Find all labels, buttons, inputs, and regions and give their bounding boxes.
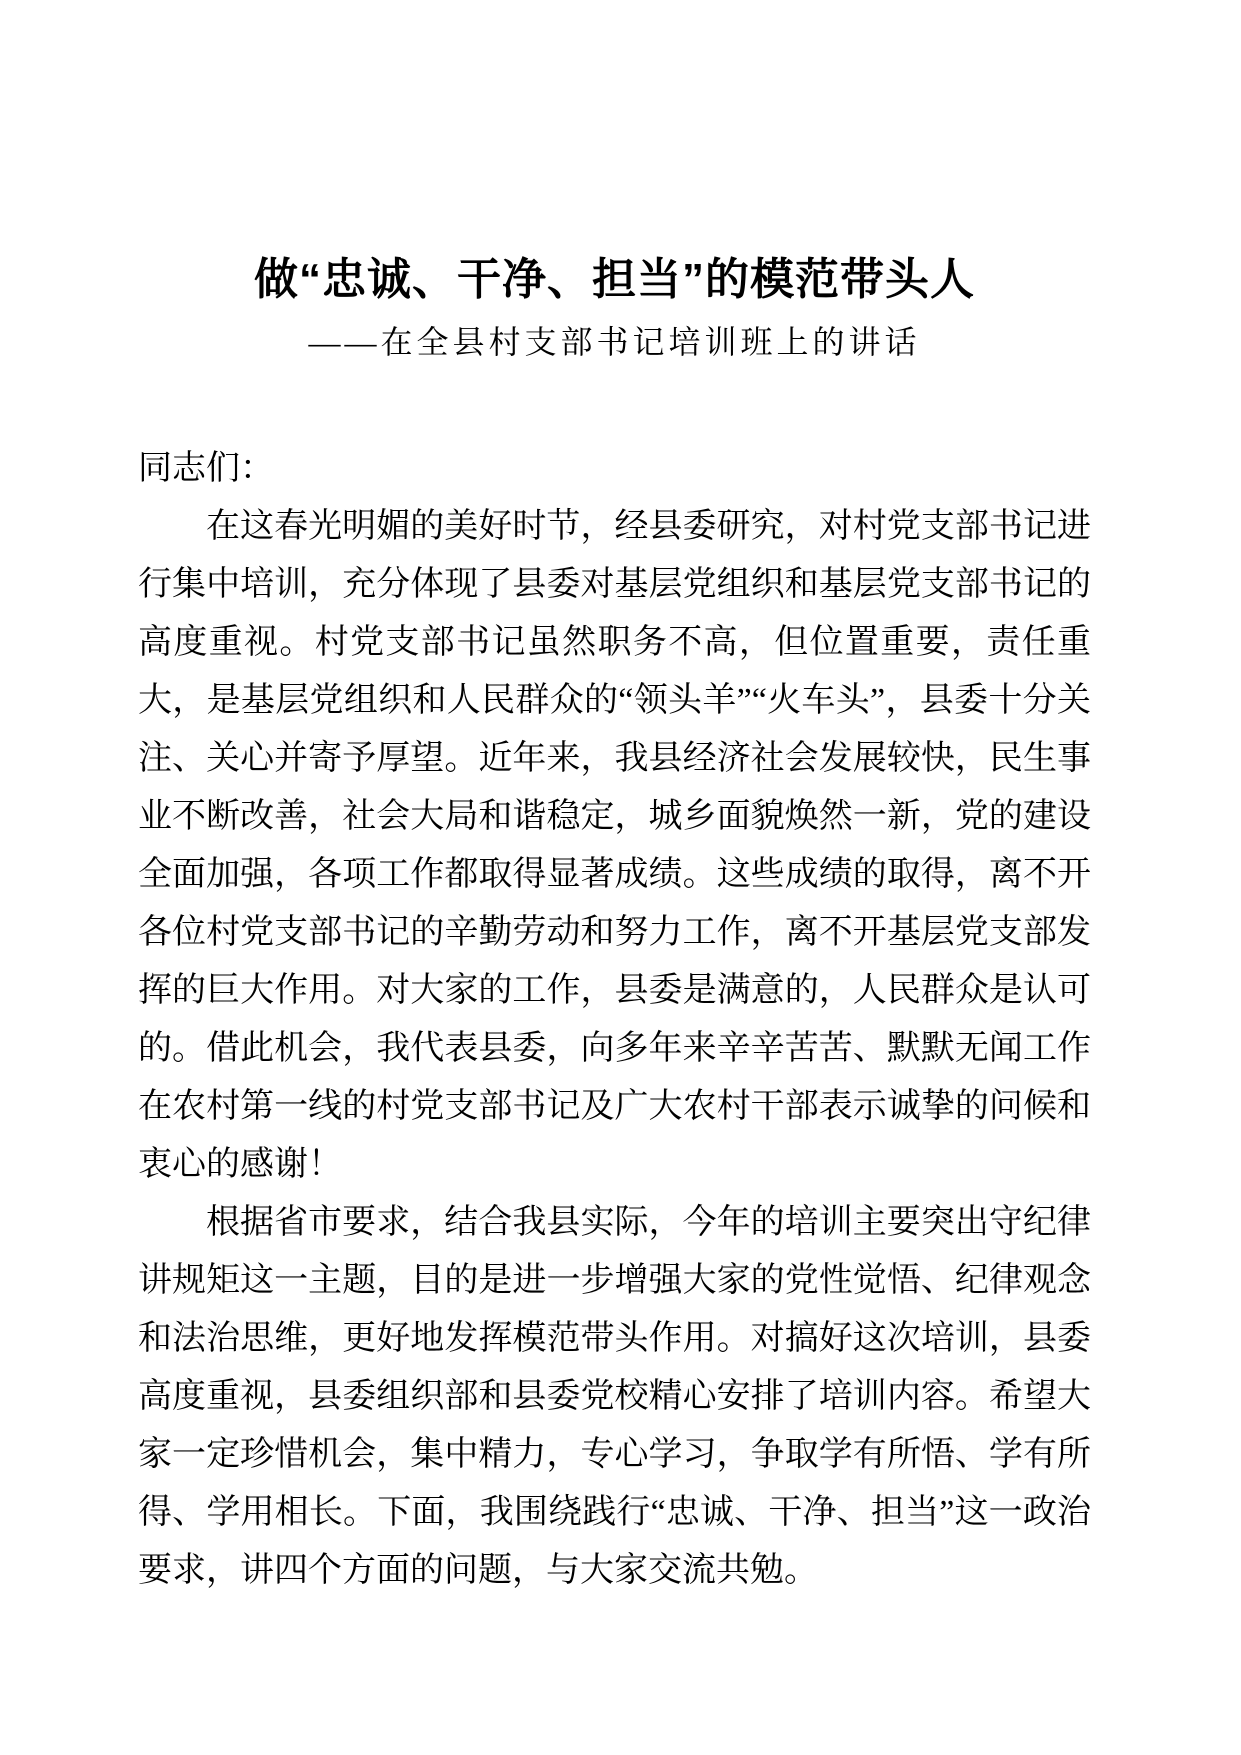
document-title: 做“忠诚、干净、担当”的模范带头人: [254, 255, 975, 304]
document-body: [138, 440, 1091, 1600]
salutation: 同志们：: [138, 450, 274, 487]
document-subtitle: ——在全县村支部书记培训班上的讲话: [308, 324, 921, 360]
body-paragraph: 在这春光明媚的美好时节，经县委研究，对村党支部书记进行集中培训，充分体现了县委对基层党组织和基层党支部书记的高度重视。村党支部书记虽然职务不高，但位置重要，责任重大，是基层党组织和人民群众的“领头羊”“火车头”，县委十分关注、关心并寄予厚望。近年来，我县经济社会发展较快，民生事业不断改善，社会大局和谐稳定，城乡面貌焕然一新，党的建设全面加强，各项工作都取得显著成绩。这些成绩的取得，离不开各位村党支部书记的辛勤劳动和努力工作，离不开基层党支部发挥的巨大作用。对大家的工作，县委是满意的，人民群众是认可的。借此机会，我代表县委，向多年来辛辛苦苦、默默无闻工作在农村第一线的村党支部书记及广大农村干部表示诚挚的问候和衷心的感谢！: [138, 508, 1091, 1183]
body-paragraph: 根据省市要求，结合我县实际，今年的培训主要突出守纪律讲规矩这一主题，目的是进一步增强大家的党性觉悟、纪律观念和法治思维，更好地发挥模范带头作用。对搞好这次培训，县委高度重视，县委组织部和县委党校精心安排了培训内容。希望大家一定珍惜机会，集中精力，专心学习，争取学有所悟、学有所得、学用相长。下面，我围绕践行“忠诚、干净、担当”这一政治要求，讲四个方面的问题，与大家交流共勉。: [138, 1204, 1091, 1589]
